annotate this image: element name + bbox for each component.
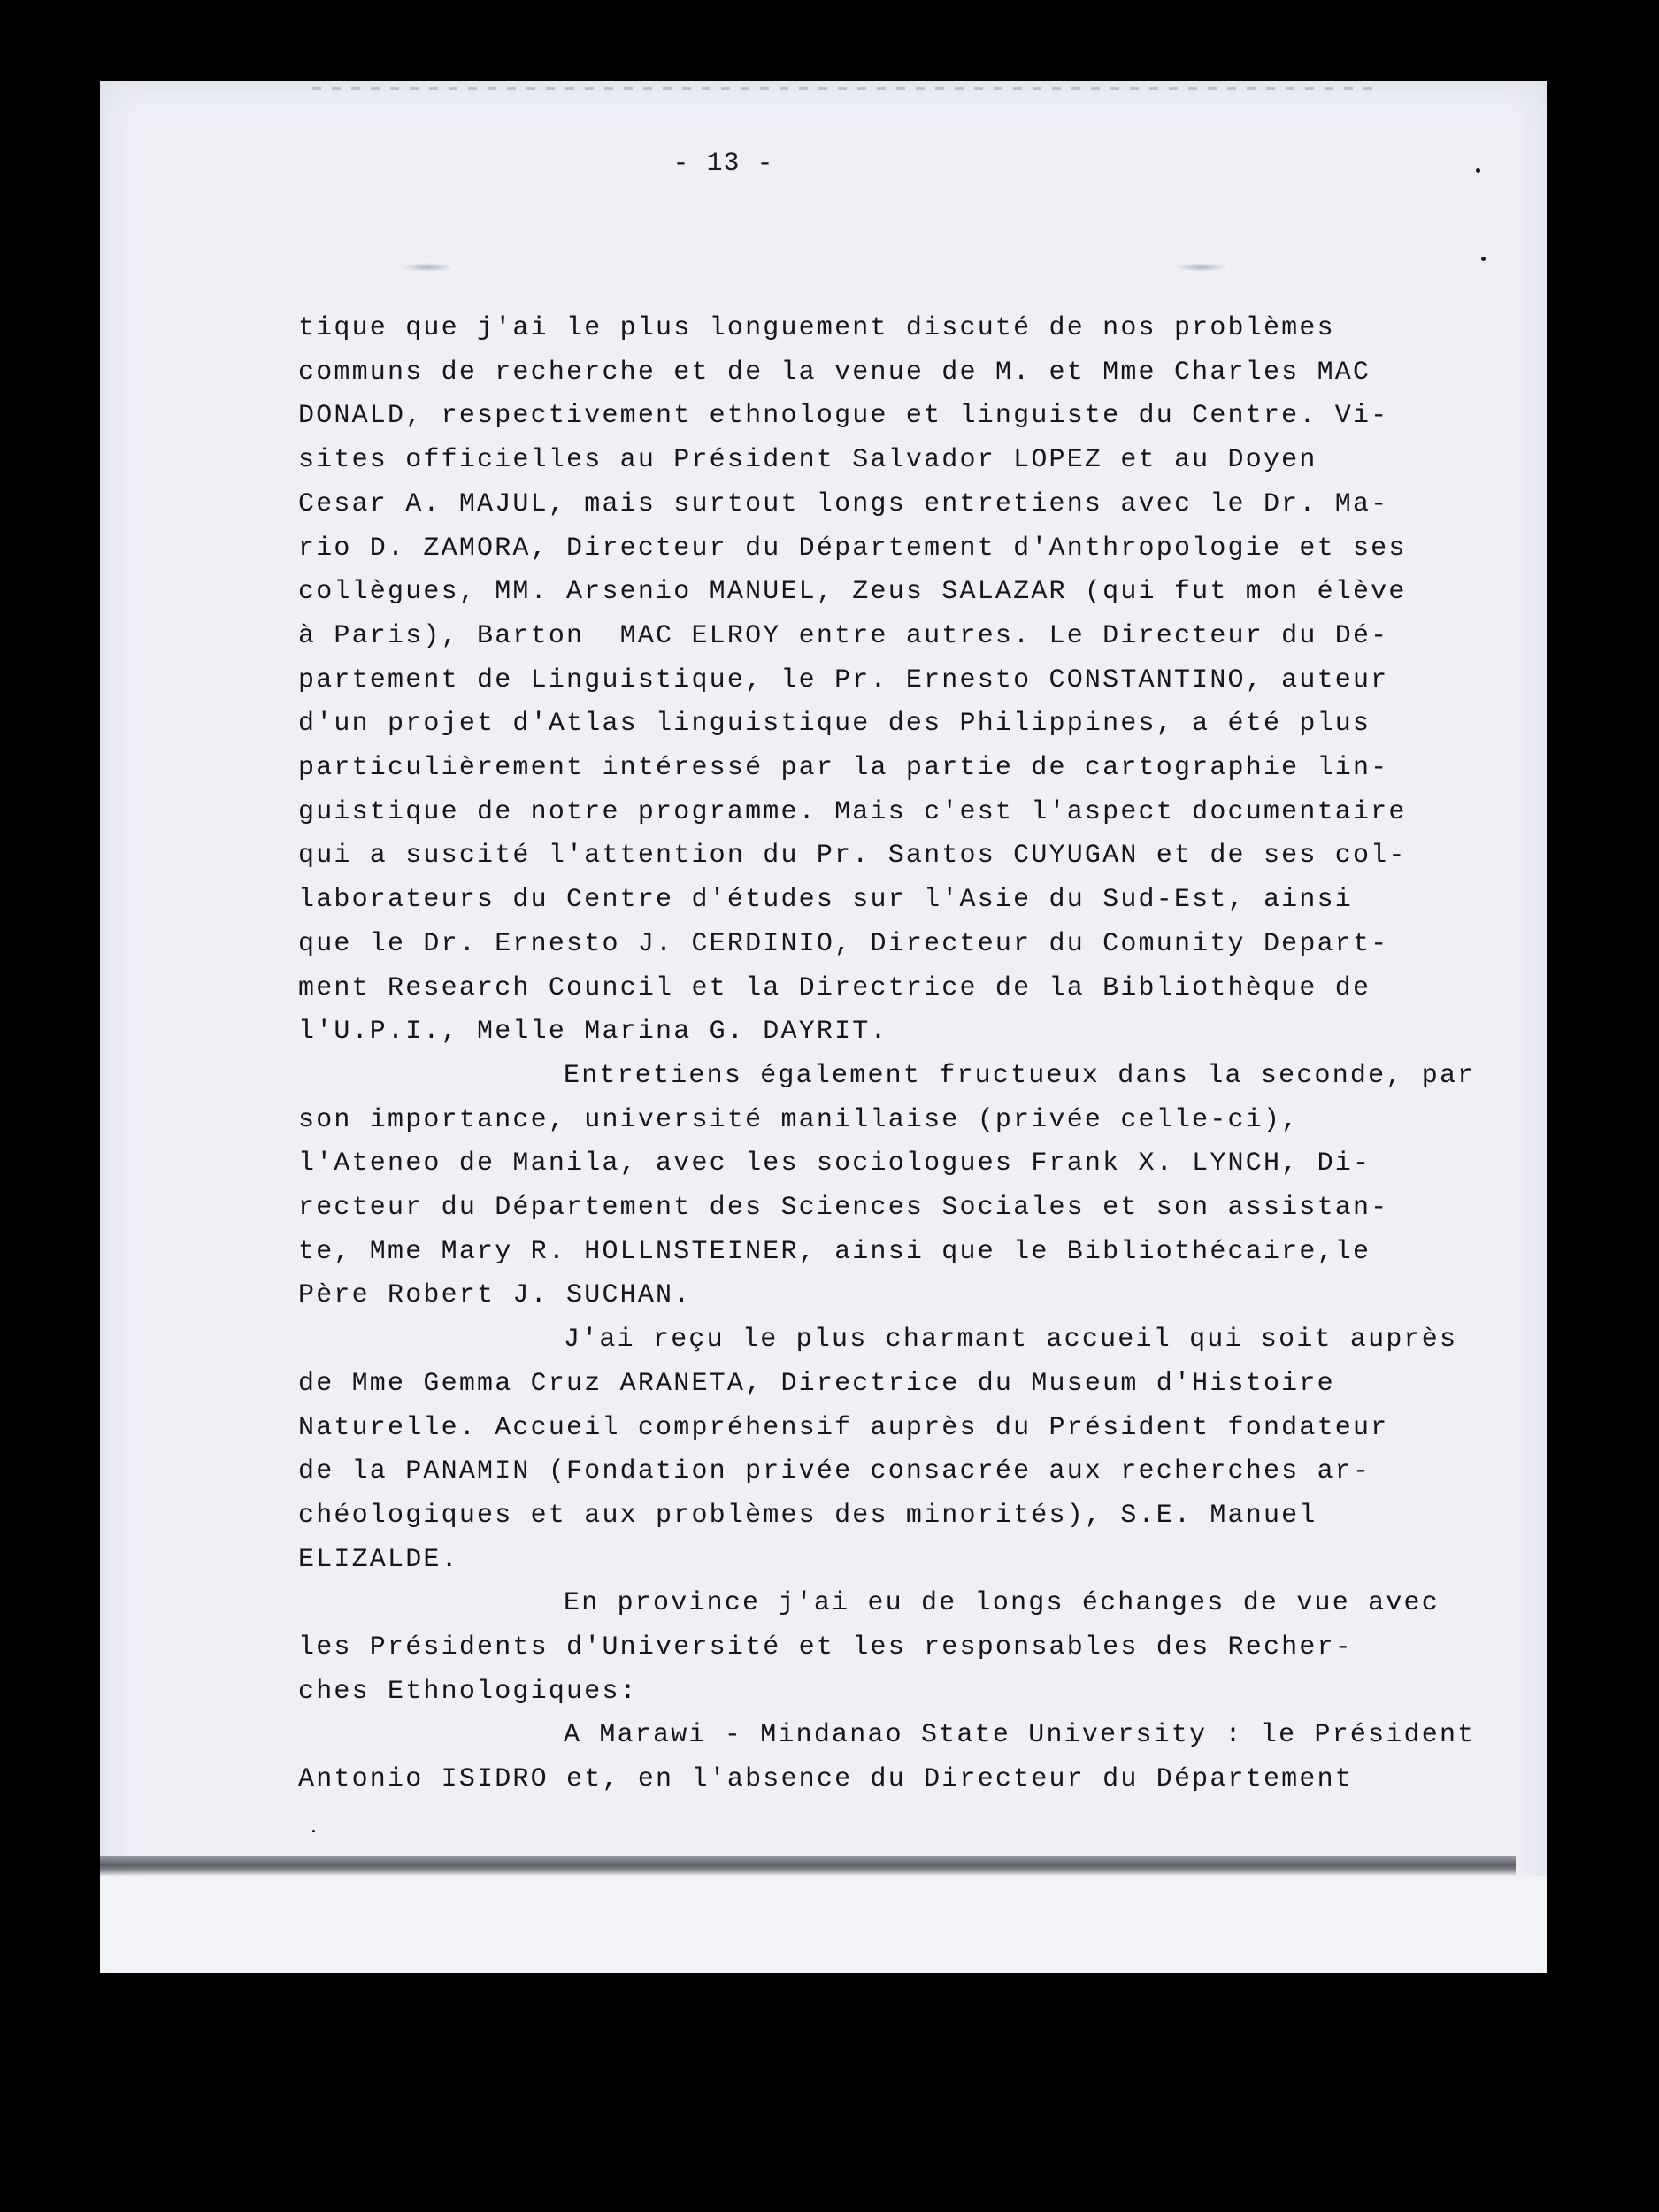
text-line: guistique de notre programme. Mais c'est l'aspect documentaire [298,796,1407,827]
text-line: te, Mme Mary R. HOLLNSTEINER, ainsi que le Bibliothécaire,le [298,1236,1371,1267]
text-line: ment Research Council et la Directrice de la Bibliothèque de [298,972,1371,1003]
scan-speck [1476,168,1480,173]
text-line: d'un projet d'Atlas linguistique des Philippines, a été plus [298,709,1371,740]
text-line: collègues, MM. Arsenio MANUEL, Zeus SALAZAR (qui fut mon élève [298,577,1407,608]
text-line: laborateurs du Centre d'études sur l'Asie du Sud-Est, ainsi [298,885,1353,916]
underlying-page-strip [100,1876,1547,1973]
text-line: tique que j'ai le plus longuement discuté de nos problèmes [298,313,1335,343]
text-line: Entretiens également fructueux dans la seconde, par [564,1060,1476,1091]
text-line: partement de Linguistique, le Pr. Ernesto CONSTANTINO, auteur [298,664,1389,695]
text-line: qui a suscité l'attention du Pr. Santos CUYUGAN et de ses col- [298,841,1407,872]
text-line: Père Robert J. SUCHAN. [298,1280,692,1311]
text-line: Naturelle. Accueil compréhensif auprès du Président fondateur [298,1412,1389,1443]
text-line: A Marawi - Mindanao State University : le Président [564,1720,1476,1751]
scan-smudge [312,87,1374,90]
page-number: - 13 - [672,149,774,179]
text-line: recteur du Département des Sciences Sociales et son assistan- [298,1193,1389,1223]
text-line: chéologiques et aux problèmes des minorités), S.E. Manuel [298,1500,1317,1531]
text-line: à Paris), Barton MAC ELROY entre autres. Le Directeur du Dé- [298,620,1389,651]
text-line: communs de recherche et de la venue de M. et Mme Charles MAC [298,357,1371,388]
text-line: J'ai reçu le plus charmant accueil qui soit auprès [564,1325,1458,1356]
text-line: En province j'ai eu de longs échanges de vue avec [564,1588,1440,1619]
bleed-mark [1175,263,1228,272]
page-fold-edge [100,1856,1516,1876]
text-line: de la PANAMIN (Fondation privée consacrée aux recherches ar- [298,1456,1371,1487]
text-line: rio D. ZAMORA, Directeur du Département d'Anthropologie et ses [298,533,1407,564]
text-line: particulièrement intéressé par la partie de cartographie lin- [298,753,1389,783]
text-line: l'U.P.I., Melle Marina G. DAYRIT. [298,1017,888,1048]
text-line: Cesar A. MAJUL, mais surtout longs entretiens avec le Dr. Ma- [298,488,1389,519]
text-line: DONALD, respectivement ethnologue et linguiste du Centre. Vi- [298,401,1389,432]
text-line: que le Dr. Ernesto J. CERDINIO, Directeur du Comunity Depart- [298,928,1389,959]
scan-speck [1481,257,1486,261]
text-line: ches Ethnologiques: [298,1676,638,1707]
text-line: Antonio ISIDRO et, en l'absence du Directeur du Département [298,1764,1353,1795]
text-line: de Mme Gemma Cruz ARANETA, Directrice du Museum d'Histoire [298,1368,1335,1399]
text-line: ELIZALDE. [298,1544,459,1575]
scan-speck [312,1830,315,1832]
text-line: l'Ateneo de Manila, avec les sociologues Frank X. LYNCH, Di- [298,1148,1371,1179]
text-line: les Présidents d'Université et les responsables des Recher- [298,1632,1353,1663]
text-line: sites officielles au Président Salvador LOPEZ et au Doyen [298,445,1317,476]
text-line: son importance, université manillaise (privée celle-ci), [298,1104,1300,1135]
bleed-mark [401,263,454,272]
